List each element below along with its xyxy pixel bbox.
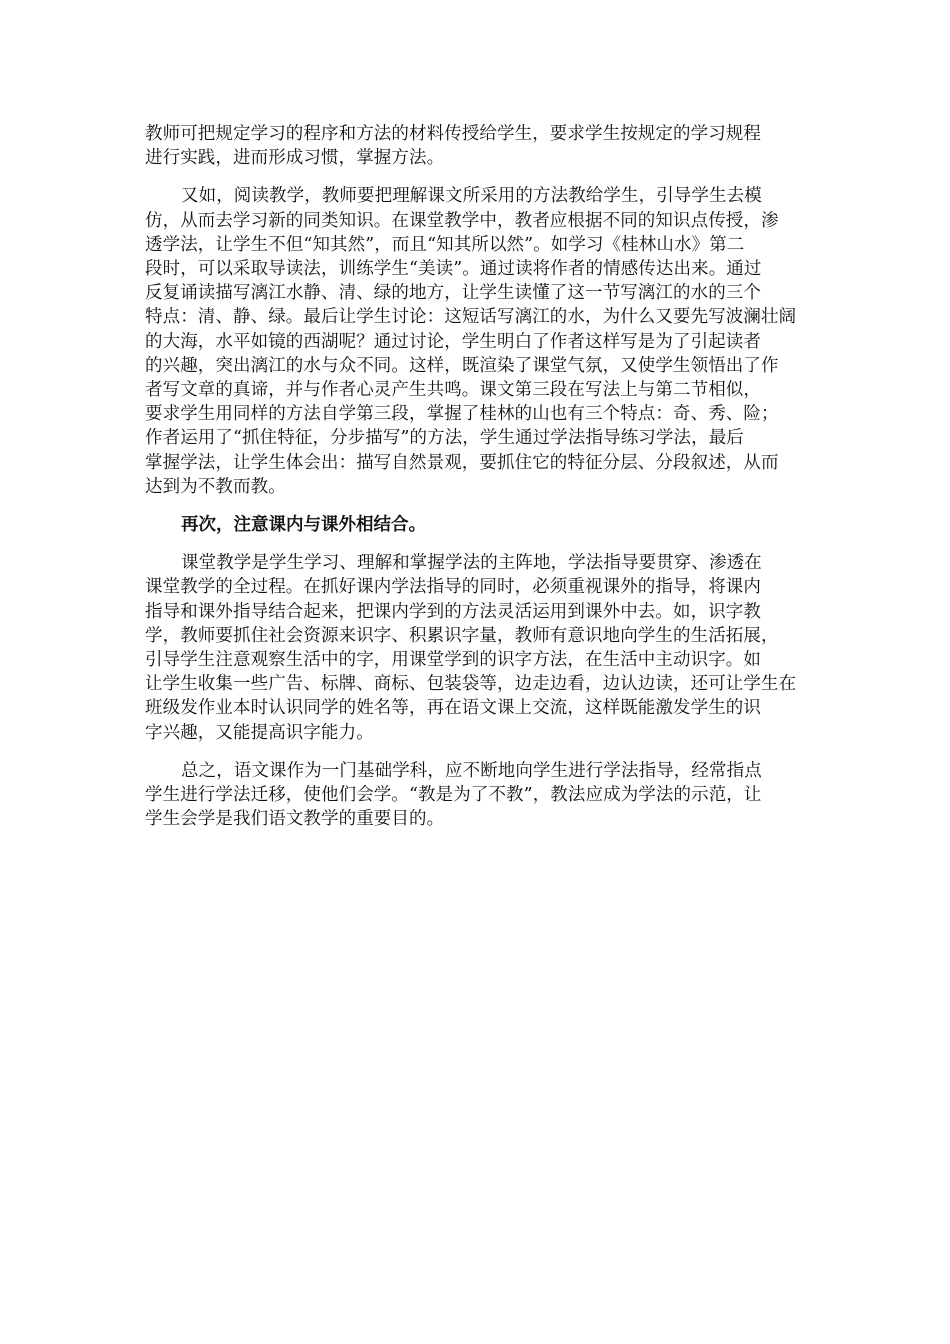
paragraph-line: 课堂教学是学生学习、理解和掌握学法的主阵地，学法指导要贯穿、渗透在 [181, 553, 762, 574]
paragraph-1 [145, 122, 806, 170]
paragraph-line: 课堂教学的全过程。在抓好课内学法指导的同时，必须重视课外的指导，将课内 [145, 577, 761, 598]
paragraph-line: 段时，可以采取导读法，训练学生“美读”。通过读将作者的情感传达出来。通过 [145, 259, 762, 280]
paragraph-line: 要求学生用同样的方法自学第三段，掌握了桂林的山也有三个特点：奇、秀、险； [145, 404, 779, 425]
paragraph-4 [145, 759, 806, 832]
paragraph-line: 学生进行学法迁移，使他们会学。“教是为了不教”，教法应成为学法的示范，让 [145, 785, 762, 806]
paragraph-line: 引导学生注意观察生活中的字，用课堂学到的识字方法，在生活中主动识字。如 [145, 650, 761, 671]
paragraph-line: 达到为不教而教。 [145, 476, 286, 497]
paragraph-line: 学，教师要抓住社会资源来识字、积累识字量，教师有意识地向学生的生活拓展， [145, 625, 779, 646]
paragraph-2 [145, 184, 806, 499]
paragraph-line: 反复诵读描写漓江水静、清、绿的地方，让学生读懂了这一节写漓江的水的三个 [145, 283, 761, 304]
section-heading: 再次，注意课内与课外相结合。 [181, 515, 426, 536]
paragraph-line: 者写文章的真谛，并与作者心灵产生共鸣。课文第三段在写法上与第二节相似， [145, 380, 761, 401]
paragraph-line: 让学生收集一些广告、标牌、商标、包装袋等，边走边看，边认边读，还可让学生在 [145, 674, 797, 695]
paragraph-line: 的大海，水平如镜的西湖呢？通过讨论，学生明白了作者这样写是为了引起读者 [145, 331, 761, 352]
paragraph-line: 总之，语文课作为一门基础学科，应不断地向学生进行学法指导，经常指点 [181, 760, 762, 781]
paragraph-line: 字兴趣，又能提高识字能力。 [145, 722, 374, 743]
paragraph-line: 进行实践，进而形成习惯，掌握方法。 [145, 148, 445, 169]
paragraph-line: 透学法，让学生不但“知其然”，而且“知其所以然”。如学习《桂林山水》第二 [145, 234, 745, 255]
paragraph-line: 仿，从而去学习新的同类知识。在课堂教学中，教者应根据不同的知识点传授，渗 [145, 210, 779, 231]
paragraph-line: 指导和课外指导结合起来，把课内学到的方法灵活运用到课外中去。如，识字教 [145, 601, 761, 622]
paragraph-3 [145, 551, 806, 745]
paragraph-line: 掌握学法，让学生体会出：描写自然景观，要抓住它的特征分层、分段叙述，从而 [145, 452, 779, 473]
paragraph-line: 班级发作业本时认识同学的姓名等，再在语文课上交流，这样既能激发学生的识 [145, 698, 761, 719]
paragraph-line: 的兴趣，突出漓江的水与众不同。这样，既渲染了课堂气氛，又使学生领悟出了作 [145, 355, 779, 376]
paragraph-line: 作者运用了“抓住特征，分步描写”的方法，学生通过学法指导练习学法，最后 [145, 428, 744, 449]
paragraph-line: 学生会学是我们语文教学的重要目的。 [145, 809, 445, 830]
paragraph-line: 教师可把规定学习的程序和方法的材料传授给学生，要求学生按规定的学习规程 [145, 124, 761, 144]
paragraph-line: 又如，阅读教学，教师要把理解课文所采用的方法教给学生，引导学生去模 [181, 186, 762, 207]
document-page [145, 122, 806, 845]
paragraph-line: 特点：清、静、绿。最后让学生讨论：这短话写漓江的水，为什么又要先写波澜壮阔 [145, 307, 797, 328]
